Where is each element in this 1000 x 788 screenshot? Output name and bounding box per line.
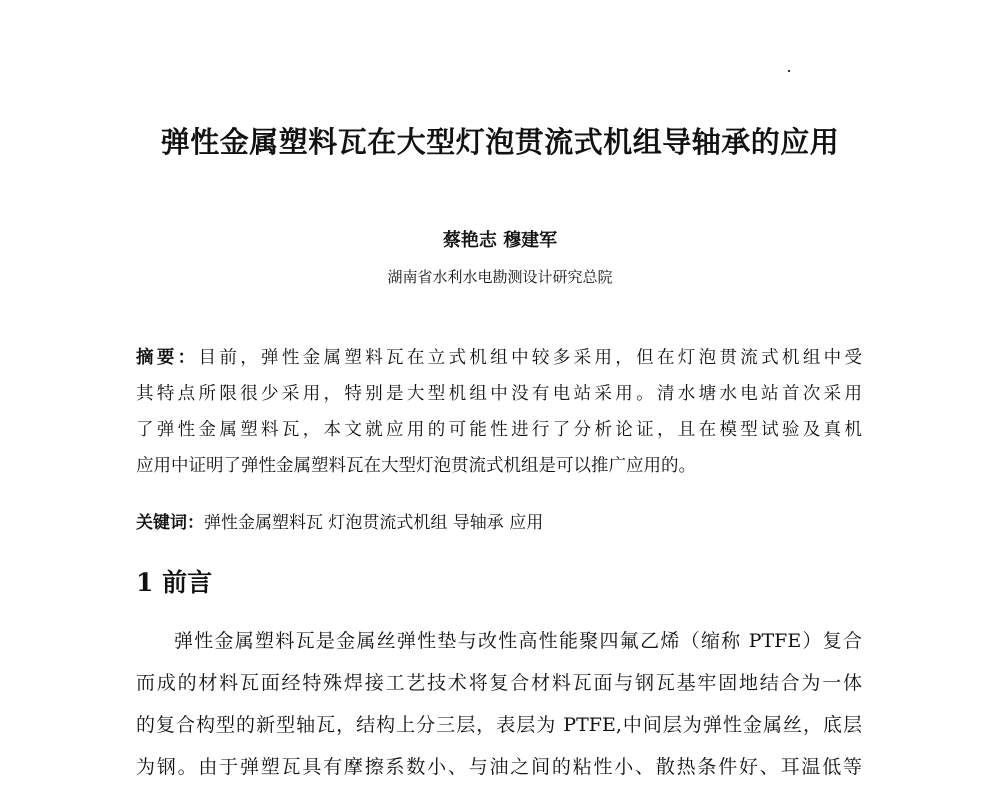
author-affiliation: 湖南省水利水电勘测设计研究总院 — [387, 268, 613, 286]
paper-title: 弹性金属塑料瓦在大型灯泡贯流式机组导轴承的应用 — [160, 125, 840, 159]
abstract-label: 摘要： — [136, 348, 199, 368]
abstract-line: 应用中证明了弹性金属塑料瓦在大型灯泡贯流式机组是可以推广应用的。 — [136, 456, 696, 476]
keywords-label: 关键词： — [136, 513, 204, 533]
section-heading — [136, 563, 212, 599]
keywords-line — [136, 508, 862, 538]
body-text — [136, 620, 862, 788]
abstract-line: 摘要：目前，弹性金属塑料瓦在立式机组中较多采用，但在灯泡贯流式机组中受 — [136, 348, 862, 368]
section-title: 前言 — [162, 568, 213, 597]
body-line: 的复合构型的新型轴瓦，结构上分三层，表层为 PTFE,中间层为弹性金属丝，底层 — [136, 714, 862, 736]
abstract-line: 其特点所限很少采用，特别是大型机组中没有电站采用。清水塘水电站首次采用 — [136, 384, 862, 404]
author-names: 蔡艳志 穆建军 — [442, 230, 558, 251]
abstract-block — [136, 340, 862, 484]
abstract-line: 了弹性金属塑料瓦，本文就应用的可能性进行了分析论证，且在模型试验及真机 — [136, 420, 862, 440]
body-line: 而成的材料瓦面经特殊焊接工艺技术将复合材料瓦面与钢瓦基牢固地结合为一体 — [136, 672, 862, 694]
scan-speck — [788, 70, 790, 72]
section-number: 1 — [136, 568, 154, 597]
body-line: 弹性金属塑料瓦是金属丝弹性垫与改性高性能聚四氟乙烯（缩称 PTFE）复合 — [174, 630, 862, 652]
body-line: 为钢。由于弹塑瓦具有摩擦系数小、与油之间的粘性小、散热条件好、耳温低等 — [136, 756, 862, 778]
keywords-text: 弹性金属塑料瓦 灯泡贯流式机组 导轴承 应用 — [204, 513, 544, 533]
